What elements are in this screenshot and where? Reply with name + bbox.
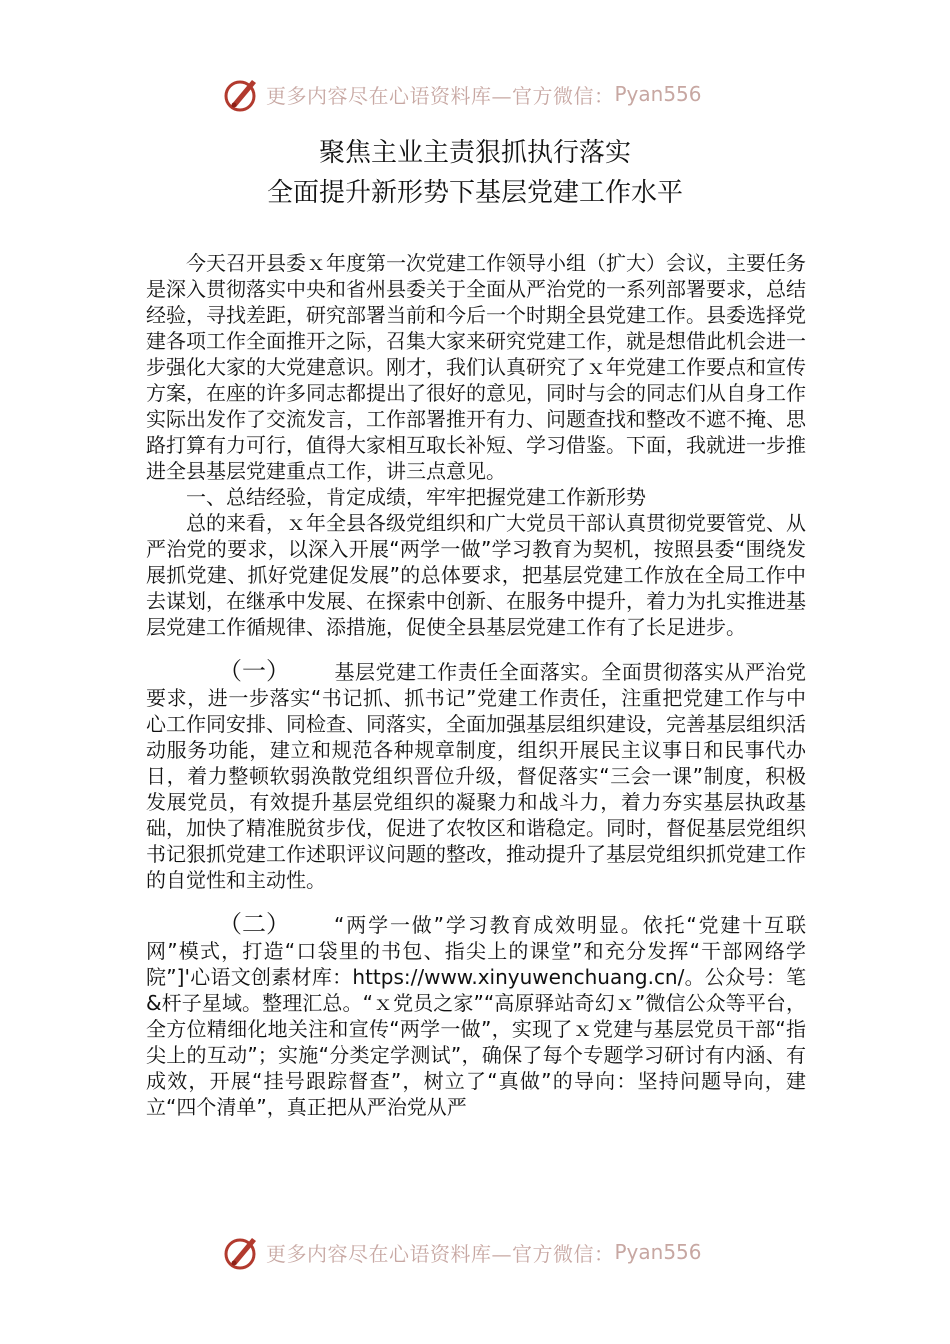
section-1-paragraph: 总的来看，ｘ年全县各级党组织和广大党员干部认真贯彻党要管党、从严治党的要求，以深入开展“两学一做”学习教育为契机，按照县委“围绕发展抓党建、抓好党建促发展”的总体要求，把基层党建工作放在全局工作中去谋划，在继承中发展、在探索中创新、在服务中提升，着力为扎实推进基层党建工作循规律、添措施，促使全县基层党建工作有了长足进步。 <box>146 511 806 639</box>
watermark-wechat-id: Pyan556 <box>614 82 702 106</box>
watermark-text: 更多内容尽在心语资料库—官方微信： <box>266 1241 615 1266</box>
subsection-1-text: 基层党建工作责任全面落实。全面贯彻落实从严治党要求，进一步落实“书记抓、抓书记”党建工作责任，注重把党建工作与中心工作同安排、同检查、同落实，全面加强基层组织建设，完善基层组织活动服务功能，建立和规范各种规章制度，组织开展民主议事日和民事代办日，着力整顿软弱涣散党组织晋位升级，督促落实“三会一课”制度，积极发展党员，有效提升基层党组织的凝聚力和战斗力，着力夯实基层执政基础，加快了精准脱贫步伐，促进了农牧区和谐稳定。同时，督促基层党组织书记狠抓党建工作述职评议问题的整改，推动提升了基层党组织抓党建工作的自觉性和主动性。 <box>146 660 806 892</box>
subsection-2-marker: （二） <box>218 910 290 938</box>
section-1-heading: 一、总结经验，肯定成绩，牢牢把握党建工作新形势 <box>186 485 646 509</box>
document-body <box>146 250 806 1120</box>
watermark-text: 更多内容尽在心语资料库—官方微信： <box>266 83 615 108</box>
header-watermark <box>222 74 742 114</box>
document-title-line-2: 全面提升新形势下基层党建工作水平 <box>266 178 683 208</box>
subsection-2 <box>146 911 806 1120</box>
subsection-1-marker: （一） <box>218 657 290 685</box>
pen-circle-logo-icon <box>222 1232 262 1272</box>
footer-watermark <box>222 1232 742 1272</box>
watermark-wechat-id: Pyan556 <box>614 1240 702 1264</box>
intro-paragraph: 今天召开县委ｘ年度第一次党建工作领导小组（扩大）会议，主要任务是深入贯彻落实中央和省州县委关于全面从严治党的一系列部署要求，总结经验，寻找差距，研究部署当前和今后一个时期全县党建工作。县委选择党建各项工作全面推开之际，召集大家来研究党建工作，就是想借此机会进一步强化大家的大党建意识。刚才，我们认真研究了ｘ年党建工作要点和宣传方案，在座的许多同志都提出了很好的意见，同时与会的同志们从自身工作实际出发作了交流发言，工作部署推开有力、问题查找和整改不遮不掩、思路打算有力可行，值得大家相互取长补短、学习借鉴。下面，我就进一步推进全县基层党建重点工作，讲三点意见。 <box>146 251 806 483</box>
pen-circle-logo-icon <box>222 74 262 114</box>
subsection-1 <box>146 658 806 893</box>
subsection-2-text: “两学一做”学习教育成效明显。依托“党建十互联网”模式，打造“口袋里的书包、指尖上的课堂”和充分发挥“干部网络学院”]'心语文创素材库：https://www.xinyuwenchuang.cn/。公众号：笔&杆子星域。整理汇总。“ｘ党员之家”“高原驿站奇幻ｘ”微信公众等平台，全方位精细化地关注和宣传“两学一做”，实现了ｘ党建与基层党员干部“指尖上的互动”；实施“分类定学测试”，确保了每个专题学习研讨有内涵、有成效，开展“挂号跟踪督查”，树立了“真做”的导向：坚持问题导向，建立“四个清单”，真正把从严治党从严 <box>146 913 806 1119</box>
document-title-line-1: 聚焦主业主责狠抓执行落实 <box>318 138 631 168</box>
